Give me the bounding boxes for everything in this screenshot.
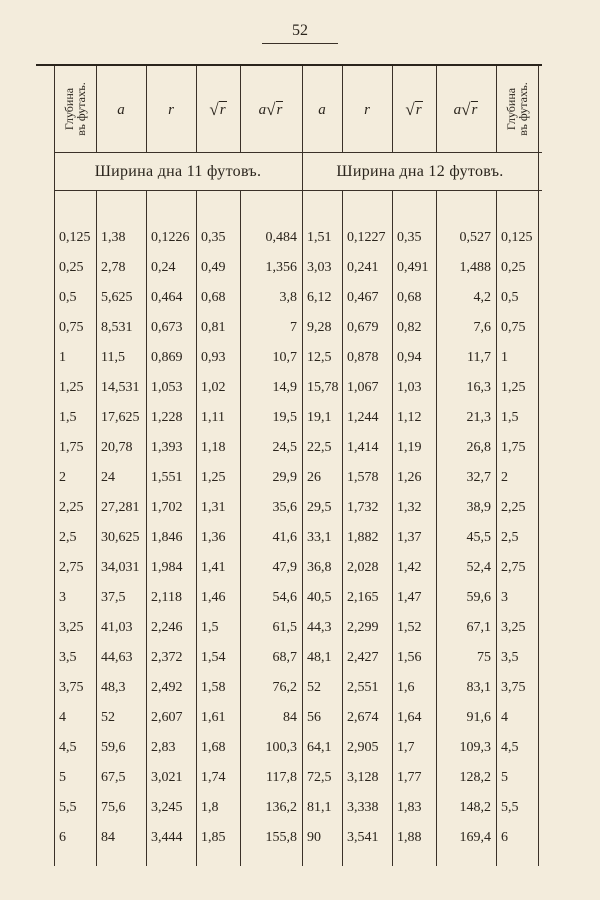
header-a-sqrt-r-left: a √ r xyxy=(258,100,283,119)
cell-depth-left: 6 xyxy=(59,830,66,845)
cell-a-left: 5,625 xyxy=(101,290,133,305)
table-row xyxy=(36,225,542,251)
col-line xyxy=(496,66,497,152)
table-row xyxy=(36,465,542,491)
cell-a-sqrt-r-left: 136,2 xyxy=(265,800,297,815)
cell-a-sqrt-r-left: 117,8 xyxy=(266,770,297,785)
table-row xyxy=(36,615,542,641)
cell-a-left: 84 xyxy=(101,830,115,845)
page-number: 52 xyxy=(292,22,308,39)
col-line xyxy=(342,66,343,152)
cell-a-left: 30,625 xyxy=(101,530,140,545)
cell-r-right: 1,244 xyxy=(347,410,379,425)
cell-r-right: 2,028 xyxy=(347,560,379,575)
cell-a-left: 20,78 xyxy=(101,440,133,455)
cell-depth-right: 0,75 xyxy=(501,320,526,335)
cell-a-left: 75,6 xyxy=(101,800,126,815)
cell-a-sqrt-r-left: 29,9 xyxy=(272,470,297,485)
cell-sqrt-r-right: 0,491 xyxy=(397,260,429,275)
table-row xyxy=(36,405,542,431)
cell-r-left: 2,118 xyxy=(151,590,182,605)
cell-a-sqrt-r-right: 52,4 xyxy=(466,560,491,575)
cell-depth-right: 1,25 xyxy=(501,380,526,395)
cell-r-right: 3,128 xyxy=(347,770,379,785)
cell-depth-right: 2,5 xyxy=(501,530,519,545)
cell-depth-right: 1,5 xyxy=(501,410,519,425)
cell-a-left: 37,5 xyxy=(101,590,126,605)
table-row xyxy=(36,375,542,401)
header-depth-right: Глубина въ футахъ. xyxy=(504,82,531,136)
cell-depth-left: 0,5 xyxy=(59,290,77,305)
cell-sqrt-r-right: 1,12 xyxy=(397,410,422,425)
cell-depth-left: 2,5 xyxy=(59,530,77,545)
cell-a-left: 24 xyxy=(101,470,115,485)
cell-a-left: 59,6 xyxy=(101,740,126,755)
cell-sqrt-r-left: 1,46 xyxy=(201,590,226,605)
table-row xyxy=(36,435,542,461)
page-number-rule xyxy=(262,43,338,44)
cell-a-sqrt-r-left: 61,5 xyxy=(272,620,297,635)
cell-a-left: 44,63 xyxy=(101,650,133,665)
table-row xyxy=(36,255,542,281)
cell-depth-right: 1,75 xyxy=(501,440,526,455)
col-line xyxy=(146,66,147,152)
cell-a-right: 19,1 xyxy=(307,410,332,425)
cell-a-right: 6,12 xyxy=(307,290,332,305)
cell-sqrt-r-right: 0,82 xyxy=(397,320,422,335)
cell-a-left: 52 xyxy=(101,710,115,725)
cell-a-sqrt-r-right: 1,488 xyxy=(459,260,491,275)
cell-sqrt-r-left: 0,35 xyxy=(201,230,226,245)
cell-r-right: 3,338 xyxy=(347,800,379,815)
cell-r-right: 2,299 xyxy=(347,620,379,635)
cell-sqrt-r-left: 1,58 xyxy=(201,680,226,695)
cell-sqrt-r-left: 0,68 xyxy=(201,290,226,305)
cell-a-left: 17,625 xyxy=(101,410,140,425)
cell-a-sqrt-r-right: 16,3 xyxy=(466,380,491,395)
cell-a-sqrt-r-right: 45,5 xyxy=(466,530,491,545)
cell-a-right: 29,5 xyxy=(307,500,332,515)
cell-r-left: 2,246 xyxy=(151,620,183,635)
cell-r-left: 0,24 xyxy=(151,260,176,275)
cell-a-sqrt-r-left: 19,5 xyxy=(272,410,297,425)
cell-sqrt-r-left: 1,02 xyxy=(201,380,226,395)
cell-a-left: 11,5 xyxy=(101,350,125,365)
cell-a-right: 90 xyxy=(307,830,321,845)
cell-r-right: 0,878 xyxy=(347,350,379,365)
cell-sqrt-r-right: 1,7 xyxy=(397,740,415,755)
cell-a-left: 14,531 xyxy=(101,380,140,395)
cell-r-right: 0,1227 xyxy=(347,230,386,245)
cell-a-sqrt-r-left: 84 xyxy=(283,710,297,725)
cell-depth-left: 3,5 xyxy=(59,650,77,665)
cell-a-left: 48,3 xyxy=(101,680,126,695)
cell-a-sqrt-r-right: 83,1 xyxy=(466,680,491,695)
cell-a-sqrt-r-right: 67,1 xyxy=(466,620,491,635)
header-depth-left: Глубина въ футахъ. xyxy=(62,82,89,136)
cell-sqrt-r-right: 1,88 xyxy=(397,830,422,845)
cell-sqrt-r-left: 1,41 xyxy=(201,560,226,575)
cell-depth-right: 5 xyxy=(501,770,508,785)
top-rule xyxy=(36,64,542,66)
table-row xyxy=(36,645,542,671)
cell-a-sqrt-r-left: 68,7 xyxy=(272,650,297,665)
cell-depth-left: 3 xyxy=(59,590,66,605)
cell-r-right: 0,241 xyxy=(347,260,379,275)
depth-table xyxy=(36,64,542,866)
cell-a-right: 36,8 xyxy=(307,560,332,575)
section-rule xyxy=(54,190,542,191)
cell-a-sqrt-r-right: 0,527 xyxy=(459,230,491,245)
cell-sqrt-r-left: 1,54 xyxy=(201,650,226,665)
cell-sqrt-r-right: 0,94 xyxy=(397,350,422,365)
cell-depth-right: 4,5 xyxy=(501,740,519,755)
header-a-sqrt-r-right: a √ r xyxy=(453,100,478,119)
cell-a-right: 22,5 xyxy=(307,440,332,455)
cell-depth-right: 0,5 xyxy=(501,290,519,305)
cell-r-left: 1,984 xyxy=(151,560,183,575)
cell-r-left: 0,869 xyxy=(151,350,183,365)
cell-a-sqrt-r-left: 7 xyxy=(290,320,297,335)
cell-a-left: 2,78 xyxy=(101,260,126,275)
header-r-right: r xyxy=(364,101,370,118)
cell-a-sqrt-r-right: 128,2 xyxy=(459,770,491,785)
cell-r-right: 1,732 xyxy=(347,500,379,515)
cell-sqrt-r-right: 1,77 xyxy=(397,770,422,785)
cell-r-left: 0,1226 xyxy=(151,230,190,245)
cell-a-right: 12,5 xyxy=(307,350,332,365)
col-line xyxy=(436,66,437,152)
cell-a-sqrt-r-left: 24,5 xyxy=(272,440,297,455)
cell-a-sqrt-r-left: 35,6 xyxy=(272,500,297,515)
cell-r-left: 3,245 xyxy=(151,800,183,815)
cell-depth-right: 5,5 xyxy=(501,800,519,815)
cell-a-sqrt-r-left: 100,3 xyxy=(265,740,297,755)
cell-a-sqrt-r-right: 91,6 xyxy=(466,710,491,725)
cell-a-right: 33,1 xyxy=(307,530,332,545)
col-line xyxy=(196,66,197,152)
header-sqrt-r-right: √ r xyxy=(405,100,422,119)
cell-a-sqrt-r-right: 32,7 xyxy=(466,470,491,485)
cell-depth-left: 2,25 xyxy=(59,500,84,515)
cell-depth-left: 0,125 xyxy=(59,230,91,245)
cell-depth-left: 4,5 xyxy=(59,740,77,755)
cell-r-left: 1,053 xyxy=(151,380,183,395)
cell-depth-right: 2,75 xyxy=(501,560,526,575)
cell-a-sqrt-r-right: 38,9 xyxy=(466,500,491,515)
cell-sqrt-r-left: 1,31 xyxy=(201,500,226,515)
cell-depth-left: 1,75 xyxy=(59,440,84,455)
cell-r-right: 3,541 xyxy=(347,830,379,845)
table-row xyxy=(36,765,542,791)
cell-r-left: 1,551 xyxy=(151,470,183,485)
cell-depth-left: 5,5 xyxy=(59,800,77,815)
cell-a-sqrt-r-left: 54,6 xyxy=(272,590,297,605)
header-sqrt-r-left: √ r xyxy=(209,100,226,119)
cell-sqrt-r-right: 1,37 xyxy=(397,530,422,545)
cell-a-sqrt-r-left: 47,9 xyxy=(272,560,297,575)
cell-a-sqrt-r-right: 59,6 xyxy=(466,590,491,605)
section-title-right: Ширина дна 12 футовъ. xyxy=(336,162,504,180)
cell-depth-right: 0,25 xyxy=(501,260,526,275)
cell-depth-left: 0,75 xyxy=(59,320,84,335)
cell-r-left: 3,444 xyxy=(151,830,183,845)
cell-a-right: 52 xyxy=(307,680,321,695)
table-row xyxy=(36,525,542,551)
cell-depth-right: 2,25 xyxy=(501,500,526,515)
table-row xyxy=(36,345,542,371)
cell-depth-left: 2 xyxy=(59,470,66,485)
cell-sqrt-r-right: 1,83 xyxy=(397,800,422,815)
cell-r-right: 1,578 xyxy=(347,470,379,485)
cell-sqrt-r-right: 1,6 xyxy=(397,680,415,695)
table-row xyxy=(36,795,542,821)
cell-depth-left: 1,5 xyxy=(59,410,77,425)
cell-sqrt-r-left: 1,61 xyxy=(201,710,226,725)
cell-a-sqrt-r-right: 21,3 xyxy=(466,410,491,425)
cell-a-right: 40,5 xyxy=(307,590,332,605)
cell-a-left: 34,031 xyxy=(101,560,140,575)
table-row xyxy=(36,495,542,521)
cell-r-right: 2,165 xyxy=(347,590,379,605)
cell-a-left: 27,281 xyxy=(101,500,140,515)
cell-sqrt-r-right: 1,26 xyxy=(397,470,422,485)
cell-r-right: 2,427 xyxy=(347,650,379,665)
cell-sqrt-r-left: 1,8 xyxy=(201,800,219,815)
table-row xyxy=(36,825,542,851)
table-row xyxy=(36,675,542,701)
cell-a-sqrt-r-left: 0,484 xyxy=(265,230,297,245)
cell-r-right: 1,414 xyxy=(347,440,379,455)
cell-sqrt-r-left: 1,74 xyxy=(201,770,226,785)
cell-depth-left: 2,75 xyxy=(59,560,84,575)
cell-depth-left: 4 xyxy=(59,710,66,725)
col-line xyxy=(240,66,241,152)
cell-a-sqrt-r-right: 75 xyxy=(477,650,491,665)
cell-a-sqrt-r-left: 1,356 xyxy=(265,260,297,275)
cell-sqrt-r-right: 0,35 xyxy=(397,230,422,245)
cell-sqrt-r-right: 1,52 xyxy=(397,620,422,635)
cell-depth-right: 3,75 xyxy=(501,680,526,695)
cell-r-left: 2,372 xyxy=(151,650,183,665)
table-row xyxy=(36,735,542,761)
col-line xyxy=(96,66,97,152)
cell-r-left: 0,673 xyxy=(151,320,183,335)
cell-a-left: 8,531 xyxy=(101,320,133,335)
cell-a-right: 64,1 xyxy=(307,740,332,755)
cell-a-right: 56 xyxy=(307,710,321,725)
cell-a-sqrt-r-right: 148,2 xyxy=(459,800,491,815)
cell-r-right: 0,679 xyxy=(347,320,379,335)
header-rule xyxy=(54,152,542,153)
cell-a-sqrt-r-right: 26,8 xyxy=(466,440,491,455)
cell-depth-right: 2 xyxy=(501,470,508,485)
cell-depth-right: 6 xyxy=(501,830,508,845)
cell-a-sqrt-r-left: 3,8 xyxy=(279,290,297,305)
cell-depth-left: 3,25 xyxy=(59,620,84,635)
table-row xyxy=(36,555,542,581)
cell-sqrt-r-left: 1,85 xyxy=(201,830,226,845)
cell-r-left: 0,464 xyxy=(151,290,183,305)
cell-a-right: 26 xyxy=(307,470,321,485)
cell-a-sqrt-r-right: 169,4 xyxy=(459,830,491,845)
cell-a-right: 3,03 xyxy=(307,260,332,275)
cell-sqrt-r-left: 1,5 xyxy=(201,620,219,635)
cell-sqrt-r-right: 1,56 xyxy=(397,650,422,665)
cell-a-sqrt-r-left: 10,7 xyxy=(272,350,297,365)
cell-depth-left: 1,25 xyxy=(59,380,84,395)
cell-depth-left: 0,25 xyxy=(59,260,84,275)
cell-sqrt-r-left: 0,81 xyxy=(201,320,226,335)
cell-a-sqrt-r-left: 155,8 xyxy=(265,830,297,845)
cell-a-right: 1,51 xyxy=(307,230,332,245)
cell-a-sqrt-r-left: 76,2 xyxy=(272,680,297,695)
cell-sqrt-r-left: 0,49 xyxy=(201,260,226,275)
cell-sqrt-r-right: 1,03 xyxy=(397,380,422,395)
cell-depth-left: 1 xyxy=(59,350,66,365)
col-line xyxy=(392,66,393,152)
cell-r-right: 0,467 xyxy=(347,290,379,305)
cell-a-sqrt-r-left: 41,6 xyxy=(272,530,297,545)
cell-a-right: 9,28 xyxy=(307,320,332,335)
cell-r-right: 2,551 xyxy=(347,680,379,695)
cell-r-left: 1,702 xyxy=(151,500,183,515)
cell-a-right: 72,5 xyxy=(307,770,332,785)
cell-a-right: 48,1 xyxy=(307,650,332,665)
cell-sqrt-r-right: 1,32 xyxy=(397,500,422,515)
cell-r-left: 1,846 xyxy=(151,530,183,545)
cell-sqrt-r-right: 1,64 xyxy=(397,710,422,725)
table-row xyxy=(36,705,542,731)
cell-sqrt-r-left: 1,25 xyxy=(201,470,226,485)
cell-a-left: 1,38 xyxy=(101,230,126,245)
cell-a-left: 67,5 xyxy=(101,770,126,785)
cell-sqrt-r-right: 1,47 xyxy=(397,590,422,605)
cell-sqrt-r-left: 0,93 xyxy=(201,350,226,365)
cell-r-left: 3,021 xyxy=(151,770,183,785)
table-row xyxy=(36,585,542,611)
cell-r-right: 1,882 xyxy=(347,530,379,545)
cell-a-sqrt-r-right: 109,3 xyxy=(459,740,491,755)
cell-a-right: 15,78 xyxy=(307,380,339,395)
cell-a-sqrt-r-right: 4,2 xyxy=(473,290,491,305)
header-a-right: a xyxy=(318,101,326,118)
cell-a-right: 44,3 xyxy=(307,620,332,635)
cell-r-right: 1,067 xyxy=(347,380,379,395)
cell-depth-right: 3 xyxy=(501,590,508,605)
table-row xyxy=(36,285,542,311)
cell-sqrt-r-right: 1,19 xyxy=(397,440,422,455)
cell-a-right: 81,1 xyxy=(307,800,332,815)
cell-r-left: 2,83 xyxy=(151,740,176,755)
cell-sqrt-r-left: 1,18 xyxy=(201,440,226,455)
cell-sqrt-r-right: 1,42 xyxy=(397,560,422,575)
cell-depth-right: 0,125 xyxy=(501,230,533,245)
cell-a-left: 41,03 xyxy=(101,620,133,635)
cell-depth-right: 1 xyxy=(501,350,508,365)
cell-r-right: 2,905 xyxy=(347,740,379,755)
table-row xyxy=(36,315,542,341)
header-r-left: r xyxy=(168,101,174,118)
cell-depth-right: 3,5 xyxy=(501,650,519,665)
cell-a-sqrt-r-left: 14,9 xyxy=(272,380,297,395)
cell-r-right: 2,674 xyxy=(347,710,379,725)
section-title-left: Ширина дна 11 футовъ. xyxy=(94,162,262,180)
cell-a-sqrt-r-right: 7,6 xyxy=(473,320,491,335)
cell-a-sqrt-r-right: 11,7 xyxy=(467,350,491,365)
cell-depth-right: 3,25 xyxy=(501,620,526,635)
cell-sqrt-r-left: 1,68 xyxy=(201,740,226,755)
cell-sqrt-r-left: 1,36 xyxy=(201,530,226,545)
cell-sqrt-r-left: 1,11 xyxy=(201,410,225,425)
cell-depth-left: 5 xyxy=(59,770,66,785)
header-a-left: a xyxy=(117,101,125,118)
cell-r-left: 2,492 xyxy=(151,680,183,695)
cell-depth-right: 4 xyxy=(501,710,508,725)
cell-depth-left: 3,75 xyxy=(59,680,84,695)
cell-sqrt-r-right: 0,68 xyxy=(397,290,422,305)
cell-r-left: 1,393 xyxy=(151,440,183,455)
cell-r-left: 1,228 xyxy=(151,410,183,425)
cell-r-left: 2,607 xyxy=(151,710,183,725)
